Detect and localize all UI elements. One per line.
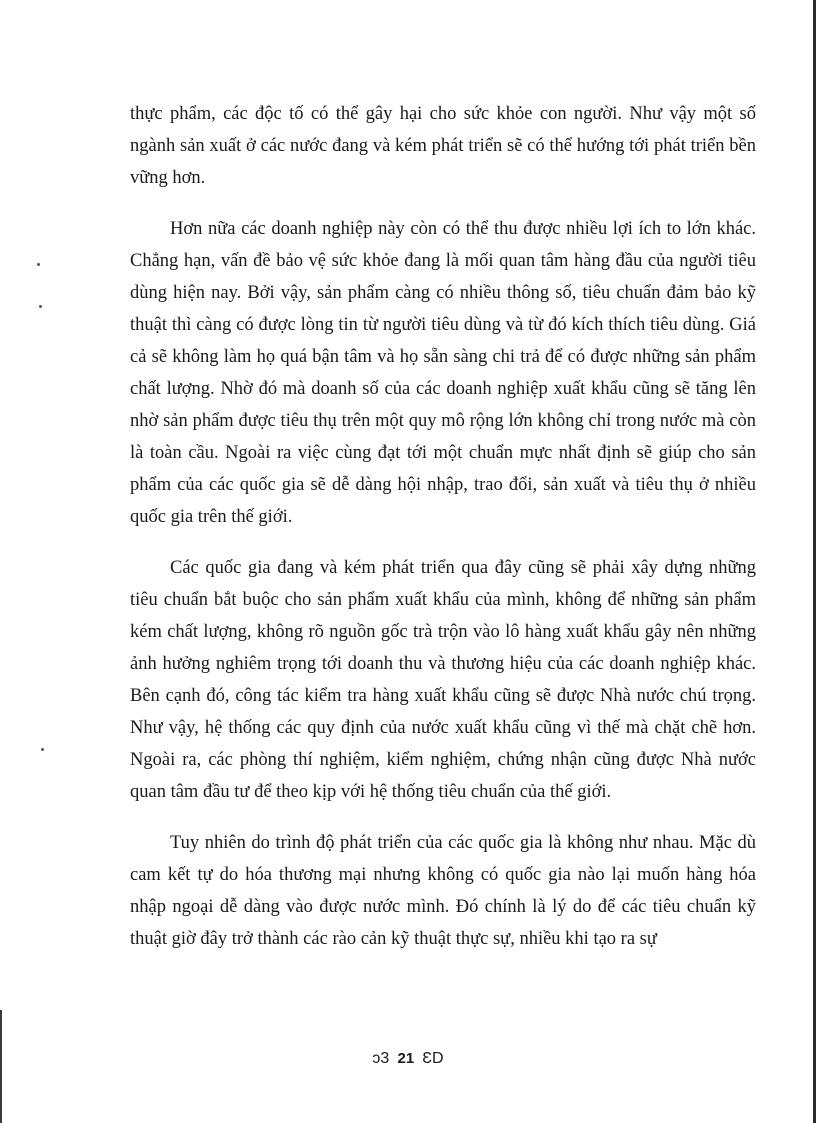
paragraph-continuation: thực phẩm, các độc tố có thể gây hại cho sức khỏe con người. Như vậy một số ngành sản xuất ở các nước đang và kém phát triển sẽ có thể hướng tới phát triển bền vững hơn. bbox=[130, 104, 756, 188]
page-footer bbox=[0, 1050, 816, 1068]
scan-speck bbox=[41, 748, 44, 751]
left-ornament: ↄ3 bbox=[372, 1050, 390, 1067]
paragraph: Các quốc gia đang và kém phát triển qua đây cũng sẽ phải xây dựng những tiêu chuẩn bắt buộc cho sản phẩm xuất khẩu của mình, không để những sản phẩm kém chất lượng, không rõ nguồn gốc trà trộn vào lô hàng xuất khẩu gây nên những ảnh hưởng nghiêm trọng tới doanh thu và thương hiệu của các doanh nghiệp khác. Bên cạnh đó, công tác kiểm tra hàng xuất khẩu cũng sẽ được Nhà nước chú trọng. Như vậy, hệ thống các quy định của nước xuất khẩu cũng vì thế mà chặt chẽ hơn. Ngoài ra, các phòng thí nghiệm, kiểm nghiệm, chứng nhận cũng được Nhà nước quan tâm đầu tư để theo kịp với hệ thống tiêu chuẩn của thế giới. bbox=[130, 558, 756, 802]
scan-speck bbox=[37, 263, 40, 266]
right-ornament: ƐD bbox=[422, 1050, 444, 1067]
document-body bbox=[130, 98, 756, 974]
paragraph: Tuy nhiên do trình độ phát triển của các quốc gia là không như nhau. Mặc dù cam kết tự do hóa thương mại nhưng không có quốc gia nào lại muốn hàng hóa nhập ngoại dễ dàng vào được nước mình. Đó chính là lý do để các tiêu chuẩn kỹ thuật giờ đây trở thành các rào cản kỹ thuật thực sự, nhiều khi tạo ra sự bbox=[130, 833, 756, 949]
paragraph: Hơn nữa các doanh nghiệp này còn có thể thu được nhiều lợi ích to lớn khác. Chẳng hạn, vấn đề bảo vệ sức khỏe đang là mối quan tâm hàng đầu của người tiêu dùng hiện nay. Bởi vậy, sản phẩm càng có nhiều thông số, tiêu chuẩn đảm bảo kỹ thuật thì càng có được lòng tin từ người tiêu dùng và từ đó kích thích tiêu dùng. Giá cả sẽ không làm họ quá bận tâm và họ sẵn sàng chi trả để có được những sản phẩm chất lượng. Nhờ đó mà doanh số của các doanh nghiệp xuất khẩu cũng sẽ tăng lên nhờ sản phẩm được tiêu thụ trên một quy mô rộng lớn không chỉ trong nước mà còn là toàn cầu. Ngoài ra việc cùng đạt tới một chuẩn mực nhất định sẽ giúp cho sản phẩm của các quốc gia sẽ dễ dàng hội nhập, trao đổi, sản xuất và tiêu thụ ở nhiều quốc gia trên thế giới. bbox=[130, 219, 756, 527]
scan-speck bbox=[39, 305, 42, 308]
page-number: 21 bbox=[397, 1050, 415, 1067]
